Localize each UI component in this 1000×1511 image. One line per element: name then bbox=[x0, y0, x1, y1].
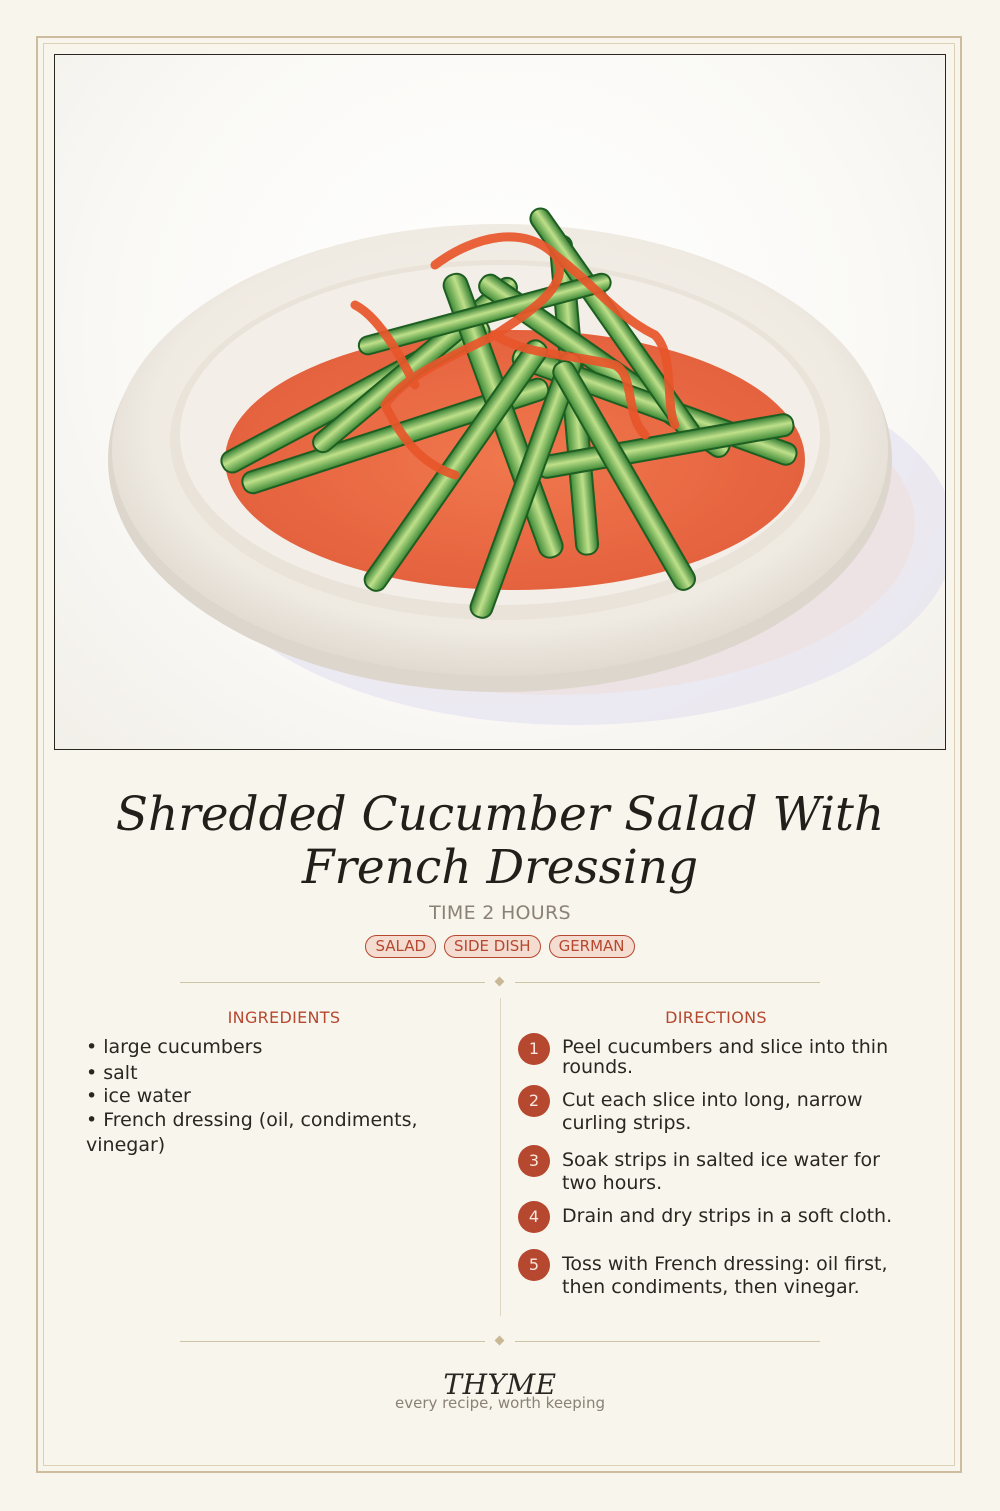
step-number: 1 bbox=[518, 1033, 550, 1065]
recipe-time: TIME 2 HOURS bbox=[429, 902, 571, 924]
column-divider bbox=[500, 998, 501, 1316]
recipe-photo bbox=[54, 54, 946, 750]
ingredients-list bbox=[86, 1036, 456, 1158]
divider-top bbox=[180, 982, 820, 983]
step-text: Cut each slice into long, narrow curling strips. bbox=[562, 1089, 863, 1134]
step-text: Peel cucumbers and slice into thin rounds. bbox=[562, 1036, 889, 1078]
ingredient-item: • ice water bbox=[86, 1085, 191, 1107]
brand-logo: THYME bbox=[443, 1368, 557, 1401]
brand-tagline: every recipe, worth keeping bbox=[394, 1394, 605, 1412]
cucumber-salad-illustration bbox=[55, 55, 945, 749]
ingredient-item: • salt bbox=[86, 1062, 138, 1084]
tag-german[interactable]: GERMAN bbox=[549, 935, 635, 958]
step-number: 4 bbox=[518, 1201, 550, 1233]
step-text: Drain and dry strips in a soft cloth. bbox=[562, 1205, 893, 1227]
step-number: 3 bbox=[518, 1145, 550, 1177]
tag-salad[interactable]: SALAD bbox=[365, 935, 436, 958]
ingredient-item: • large cucumbers bbox=[86, 1036, 263, 1058]
recipe-title: Shredded Cucumber Salad With French Dressing bbox=[115, 787, 885, 895]
step-number: 5 bbox=[518, 1249, 550, 1281]
ingredient-item: • French dressing (oil, condiments, vinegar) bbox=[86, 1109, 418, 1156]
ingredients-heading: INGREDIENTS bbox=[227, 1008, 341, 1027]
step-text: Toss with French dressing: oil first, then condiments, then vinegar. bbox=[562, 1253, 888, 1298]
step-number: 2 bbox=[518, 1085, 550, 1117]
tag-side-dish[interactable]: SIDE DISH bbox=[444, 935, 541, 958]
divider-bottom bbox=[180, 1341, 820, 1342]
tag-list bbox=[0, 935, 1000, 958]
step-text: Soak strips in salted ice water for two hours. bbox=[562, 1149, 880, 1194]
directions-heading: DIRECTIONS bbox=[665, 1008, 767, 1027]
